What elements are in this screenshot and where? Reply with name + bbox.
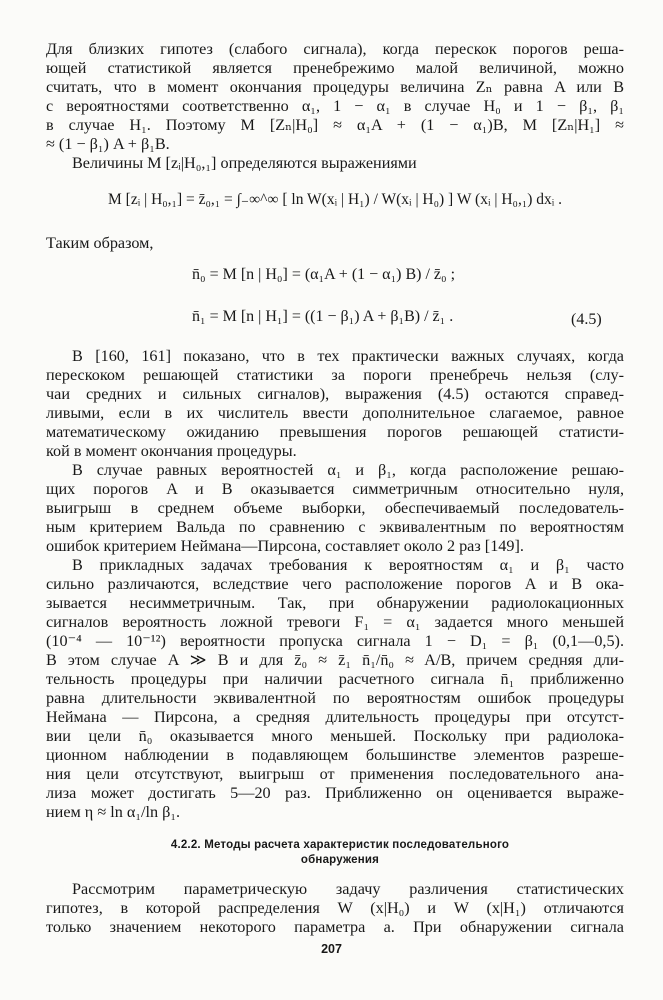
text-line: выигрыш в среднем объеме выборки, обеспечиваемый последователь-: [46, 499, 624, 517]
text-line: В этом случае A ≫ B и для z̄₀ ≈ z̄₁ n̄₁/n̄₀ ≈ A/B, причем средняя дли-: [46, 651, 624, 669]
text-line: ливыми, если в их числитель ввести дополнительное слагаемое, равное: [46, 404, 624, 422]
text-line: сильно различаются, вследствие чего расположение порогов A и B ока-: [46, 575, 624, 593]
equation-number: (4.5): [571, 311, 602, 328]
text-line: зывается несимметричным. Так, при обнаружении радиолокационных: [46, 594, 624, 612]
heading-line: 4.2.2. Методы расчета характеристик последовательного: [170, 839, 510, 851]
text-line: гипотез, в которой распределения W (x|H₀) и W (x|H₁) отличаются: [46, 899, 624, 917]
text-line: чаи средних и сильных сигналов), выражения (4.5) остаются справед-: [46, 385, 624, 403]
text-line: тельность процедуры при наличии расчетного сигнала n̄₁ приближенно: [46, 670, 624, 688]
section-heading: [100, 838, 580, 868]
text-line: ционном наблюдении в подавляющем большинстве элементов разреше-: [46, 746, 624, 764]
formula-mean-increment: M [zᵢ | H₀,₁] = z̄₀,₁ = ∫₋∞^∞ [ ln W(xᵢ | H₁) / W(xᵢ | H₀) ] W (xᵢ | H₀,₁) dxᵢ .: [108, 191, 563, 208]
text-line: ния цели отсутствуют, выигрыш от применения последовательного ана-: [46, 765, 624, 783]
text-line: щих порогов A и B оказывается симметричным относительно нуля,: [46, 480, 624, 498]
text-line: ным критерием Вальда по сравнению с эквивалентным по вероятностям: [46, 518, 624, 536]
text-line: в случае H₁. Поэтому M [Zₙ|H₀] ≈ α₁A + (1 − α₁)B, M [Zₙ|H₁] ≈: [46, 116, 624, 134]
text-line: В [160, 161] показано, что в тех практически важных случаях, когда: [72, 347, 624, 365]
text-line: считать, что в момент окончания процедуры величина Zₙ равна A или B: [46, 78, 624, 96]
text-line: Рассмотрим параметрическую задачу различения статистических: [72, 880, 624, 898]
text-line: В прикладных задачах требования к вероятностям α₁ и β₁ часто: [72, 556, 624, 574]
text-line: Для близких гипотез (слабого сигнала), когда перескок порогов реша-: [46, 40, 624, 58]
text-line: нием η ≈ ln α₁/ln β₁.: [46, 803, 181, 821]
text-line: В случае равных вероятностей α₁ и β₁, когда расположение решаю-: [72, 461, 624, 479]
text-line: только значением некоторого параметра a. При обнаружении сигнала: [46, 918, 624, 936]
text-line: ≈ (1 − β₁) A + β₁B.: [46, 135, 170, 153]
formula-mean-n0: n̄₀ = M [n | H₀] = (α₁A + (1 − α₁) B) / z̄₀ ;: [192, 266, 456, 283]
text-line: вии цели n̄₀ оказывается много меньшей. Поскольку при радиолока-: [46, 727, 624, 745]
formula-mean-n1: n̄₁ = M [n | H₁] = ((1 − β₁) A + β₁B) / z̄₁ .: [192, 308, 454, 325]
text-line: Таким образом,: [46, 234, 154, 252]
text-line: перескоком решающей статистики за пороги пренебречь нельзя (слу-: [46, 366, 624, 384]
text-line: с вероятностями соответственно α₁, 1 − α₁ в случае H₀ и 1 − β₁, β₁: [46, 97, 624, 115]
text-line: сигналов вероятность ложной тревоги F₁ = α₁ задается много меньшей: [46, 613, 624, 631]
text-line: (10⁻⁴ — 10⁻¹²) вероятности пропуска сигнала 1 − D₁ = β₁ (0,1—0,5).: [46, 632, 624, 650]
text-line: ющей статистикой является пренебрежимо малой величиной, можно: [46, 59, 624, 77]
text-line: кой в момент окончания процедуры.: [46, 442, 297, 460]
page-number: 207: [321, 942, 342, 956]
text-line: ошибок критерием Неймана—Пирсона, составляет около 2 раз [149].: [46, 537, 524, 555]
text-line: Величины M [zᵢ|H₀,₁] определяются выражениями: [72, 154, 417, 172]
text-line: Неймана — Пирсона, а средняя длительность процедуры при отсутст-: [46, 708, 624, 726]
heading-line: обнаружения: [300, 854, 380, 866]
text-line: лиза может достигать 5—20 раз. Приближенно он оценивается выраже-: [46, 784, 624, 802]
text-line: равна длительности эквивалентной по вероятностям ошибок процедуры: [46, 689, 624, 707]
text-line: математическому ожиданию превышения порогов решающей статисти-: [46, 423, 624, 441]
